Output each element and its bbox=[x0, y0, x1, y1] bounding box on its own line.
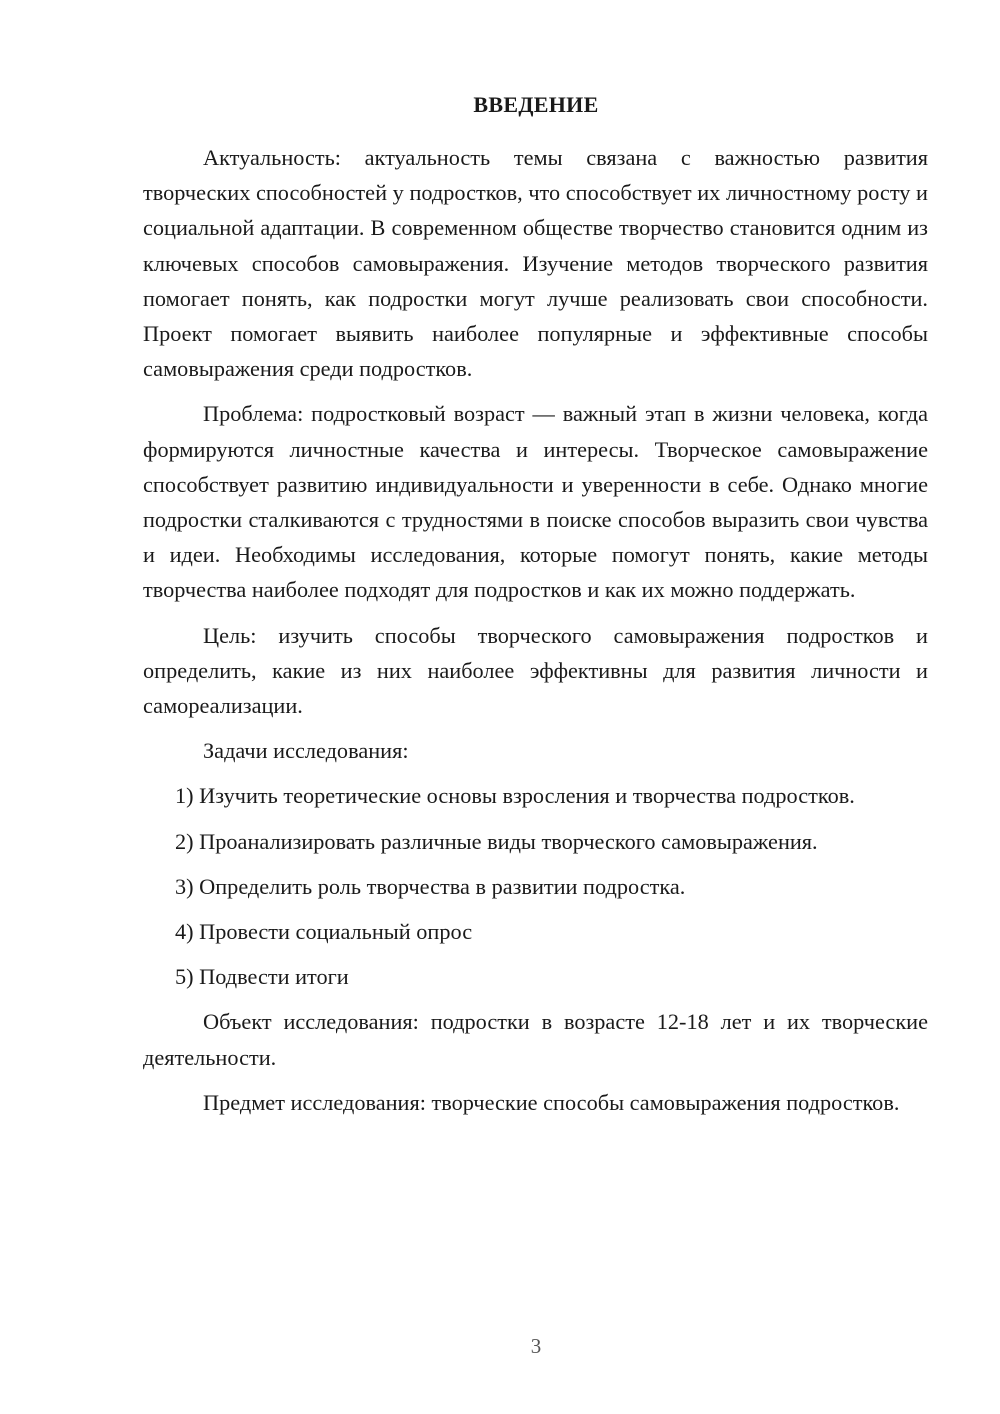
paragraph-goal: Цель: изучить способы творческого самовыражения подростков и определить, какие из них наиболее эффективны для развития личности и самореализации. bbox=[143, 622, 928, 719]
paragraph-problem: Проблема: подростковый возраст — важный этап в жизни человека, когда формируются личностные качества и интересы. Творческое самовыражение способствует развитию индивидуальности и уверенности в себе. Однако многие подростки сталкиваются с трудностями в поиске способов выразить свои чувства и идеи. Необходимы исследования, которые помогут понять, какие методы творчества наиболее подходят для подростков и как их можно поддержать. bbox=[143, 401, 928, 603]
document-body bbox=[143, 140, 928, 1120]
task-item-3: 3) Определить роль творчества в развитии подростка. bbox=[175, 873, 686, 899]
task-item-1: 1) Изучить теоретические основы взросления и творчества подростков. bbox=[175, 783, 855, 809]
paragraph-object: Объект исследования: подростки в возрасте 12-18 лет и их творческие деятельности. bbox=[143, 1009, 928, 1070]
page-number: 3 bbox=[530, 1334, 542, 1358]
task-item-4: 4) Провести социальный опрос bbox=[175, 919, 473, 945]
paragraph-subject: Предмет исследования: творческие способы самовыражения подростков. bbox=[203, 1089, 900, 1115]
section-title: ВВЕДЕНИЕ bbox=[473, 92, 599, 117]
paragraph-relevance: Актуальность: актуальность темы связана с важностью развития творческих способностей у подростков, что способствует их личностному росту и социальной адаптации. В современном обществе творчество становится одним из ключевых способов самовыражения. Изучение методов творческого развития помогает понять, как подростки могут лучше реализовать свои способности. Проект помогает выявить наиболее популярные и эффективные способы самовыражения среди подростков. bbox=[143, 145, 928, 382]
paragraph-tasks-heading: Задачи исследования: bbox=[203, 738, 409, 764]
task-item-5: 5) Подвести итоги bbox=[175, 964, 349, 990]
task-item-2: 2) Проанализировать различные виды творческого самовыражения. bbox=[175, 828, 818, 854]
